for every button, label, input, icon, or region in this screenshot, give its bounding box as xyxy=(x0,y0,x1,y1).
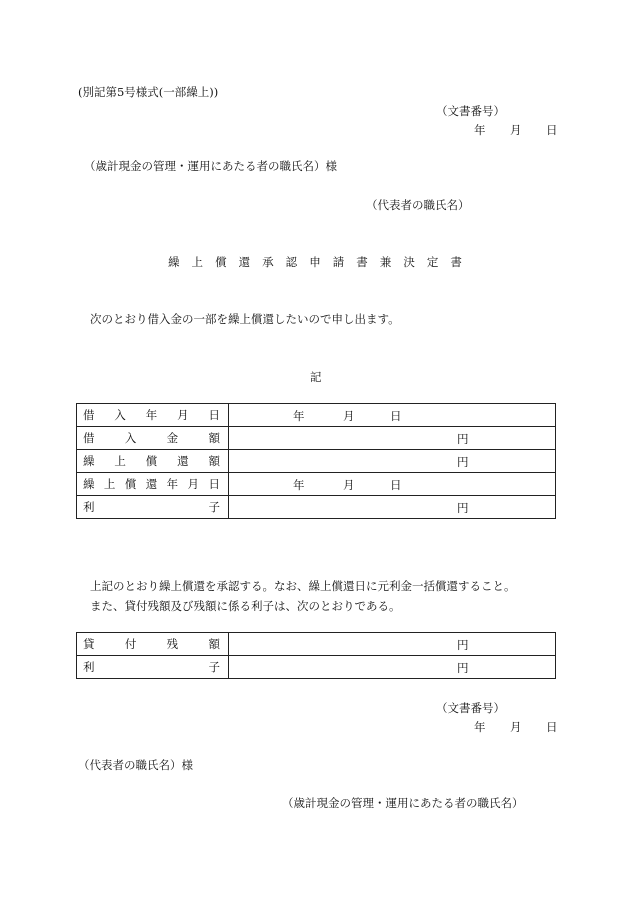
title-char: 書 xyxy=(450,255,462,269)
title-char: 認 xyxy=(285,255,298,269)
table-row xyxy=(77,404,556,427)
footer-doc-number: （文書番号） xyxy=(436,701,505,715)
amount-field[interactable]: 円 xyxy=(229,427,556,450)
doc-number: （文書番号） xyxy=(436,104,505,118)
row-label: 利 子 xyxy=(77,496,229,519)
ki-mark: 記 xyxy=(310,370,322,384)
amount-field[interactable]: 円 xyxy=(229,656,556,679)
addressee: （歳計現金の管理・運用にあたる者の職氏名）様 xyxy=(84,159,337,173)
title-char: 承 xyxy=(262,255,274,269)
amount-field[interactable]: 円 xyxy=(229,633,556,656)
title-char: 兼 xyxy=(379,255,392,269)
document-title xyxy=(168,254,462,270)
request-text: 次のとおり借入金の一部を繰上償還したいので申し出ます。 xyxy=(90,312,400,326)
title-char: 上 xyxy=(191,255,204,269)
table-row xyxy=(77,496,556,519)
row-label: 利 子 xyxy=(77,656,229,679)
table-row xyxy=(77,473,556,496)
title-char: 申 xyxy=(309,255,321,269)
form-label: (別記第5号様式(一部繰上)) xyxy=(78,85,219,99)
footer-date-day: 日 xyxy=(546,720,558,734)
amount-field[interactable]: 円 xyxy=(229,496,556,519)
title-char: 書 xyxy=(356,255,368,269)
table-row xyxy=(77,633,556,656)
footer-date-month: 月 xyxy=(510,720,522,734)
table-row xyxy=(77,427,556,450)
footer-sender: （歳計現金の管理・運用にあたる者の職氏名） xyxy=(282,796,524,810)
sender: （代表者の職氏名） xyxy=(366,198,470,212)
date-field[interactable]: 年 月 日 xyxy=(229,404,556,427)
balance-table xyxy=(76,632,556,679)
title-char: 定 xyxy=(426,255,439,269)
row-label: 繰 上 償 還 額 xyxy=(77,450,229,473)
amount-field[interactable]: 円 xyxy=(229,450,556,473)
table-row xyxy=(77,450,556,473)
date-month: 月 xyxy=(510,123,522,137)
date-day: 日 xyxy=(546,123,558,137)
table-row xyxy=(77,656,556,679)
title-char: 決 xyxy=(403,255,415,269)
title-char: 還 xyxy=(238,255,251,269)
row-label: 借 入 年 月 日 xyxy=(77,404,229,427)
footer-addressee: （代表者の職氏名）様 xyxy=(78,758,193,772)
row-label: 貸 付 残 額 xyxy=(77,633,229,656)
title-char: 請 xyxy=(332,255,345,269)
row-label: 繰 上 償 還 年 月 日 xyxy=(77,473,229,496)
row-label: 借 入 金 額 xyxy=(77,427,229,450)
title-char: 繰 xyxy=(168,255,180,269)
loan-info-table xyxy=(76,403,556,519)
footer-date-year: 年 xyxy=(474,720,486,734)
date-year: 年 xyxy=(474,123,486,137)
decision-text-line: 上記のとおり繰上償還を承認する。なお、繰上償還日に元利金一括償還すること。 xyxy=(90,579,516,593)
title-char: 償 xyxy=(215,255,227,269)
date-field[interactable]: 年 月 日 xyxy=(229,473,556,496)
decision-text-line: また、貸付残額及び残額に係る利子は、次のとおりである。 xyxy=(90,599,401,613)
